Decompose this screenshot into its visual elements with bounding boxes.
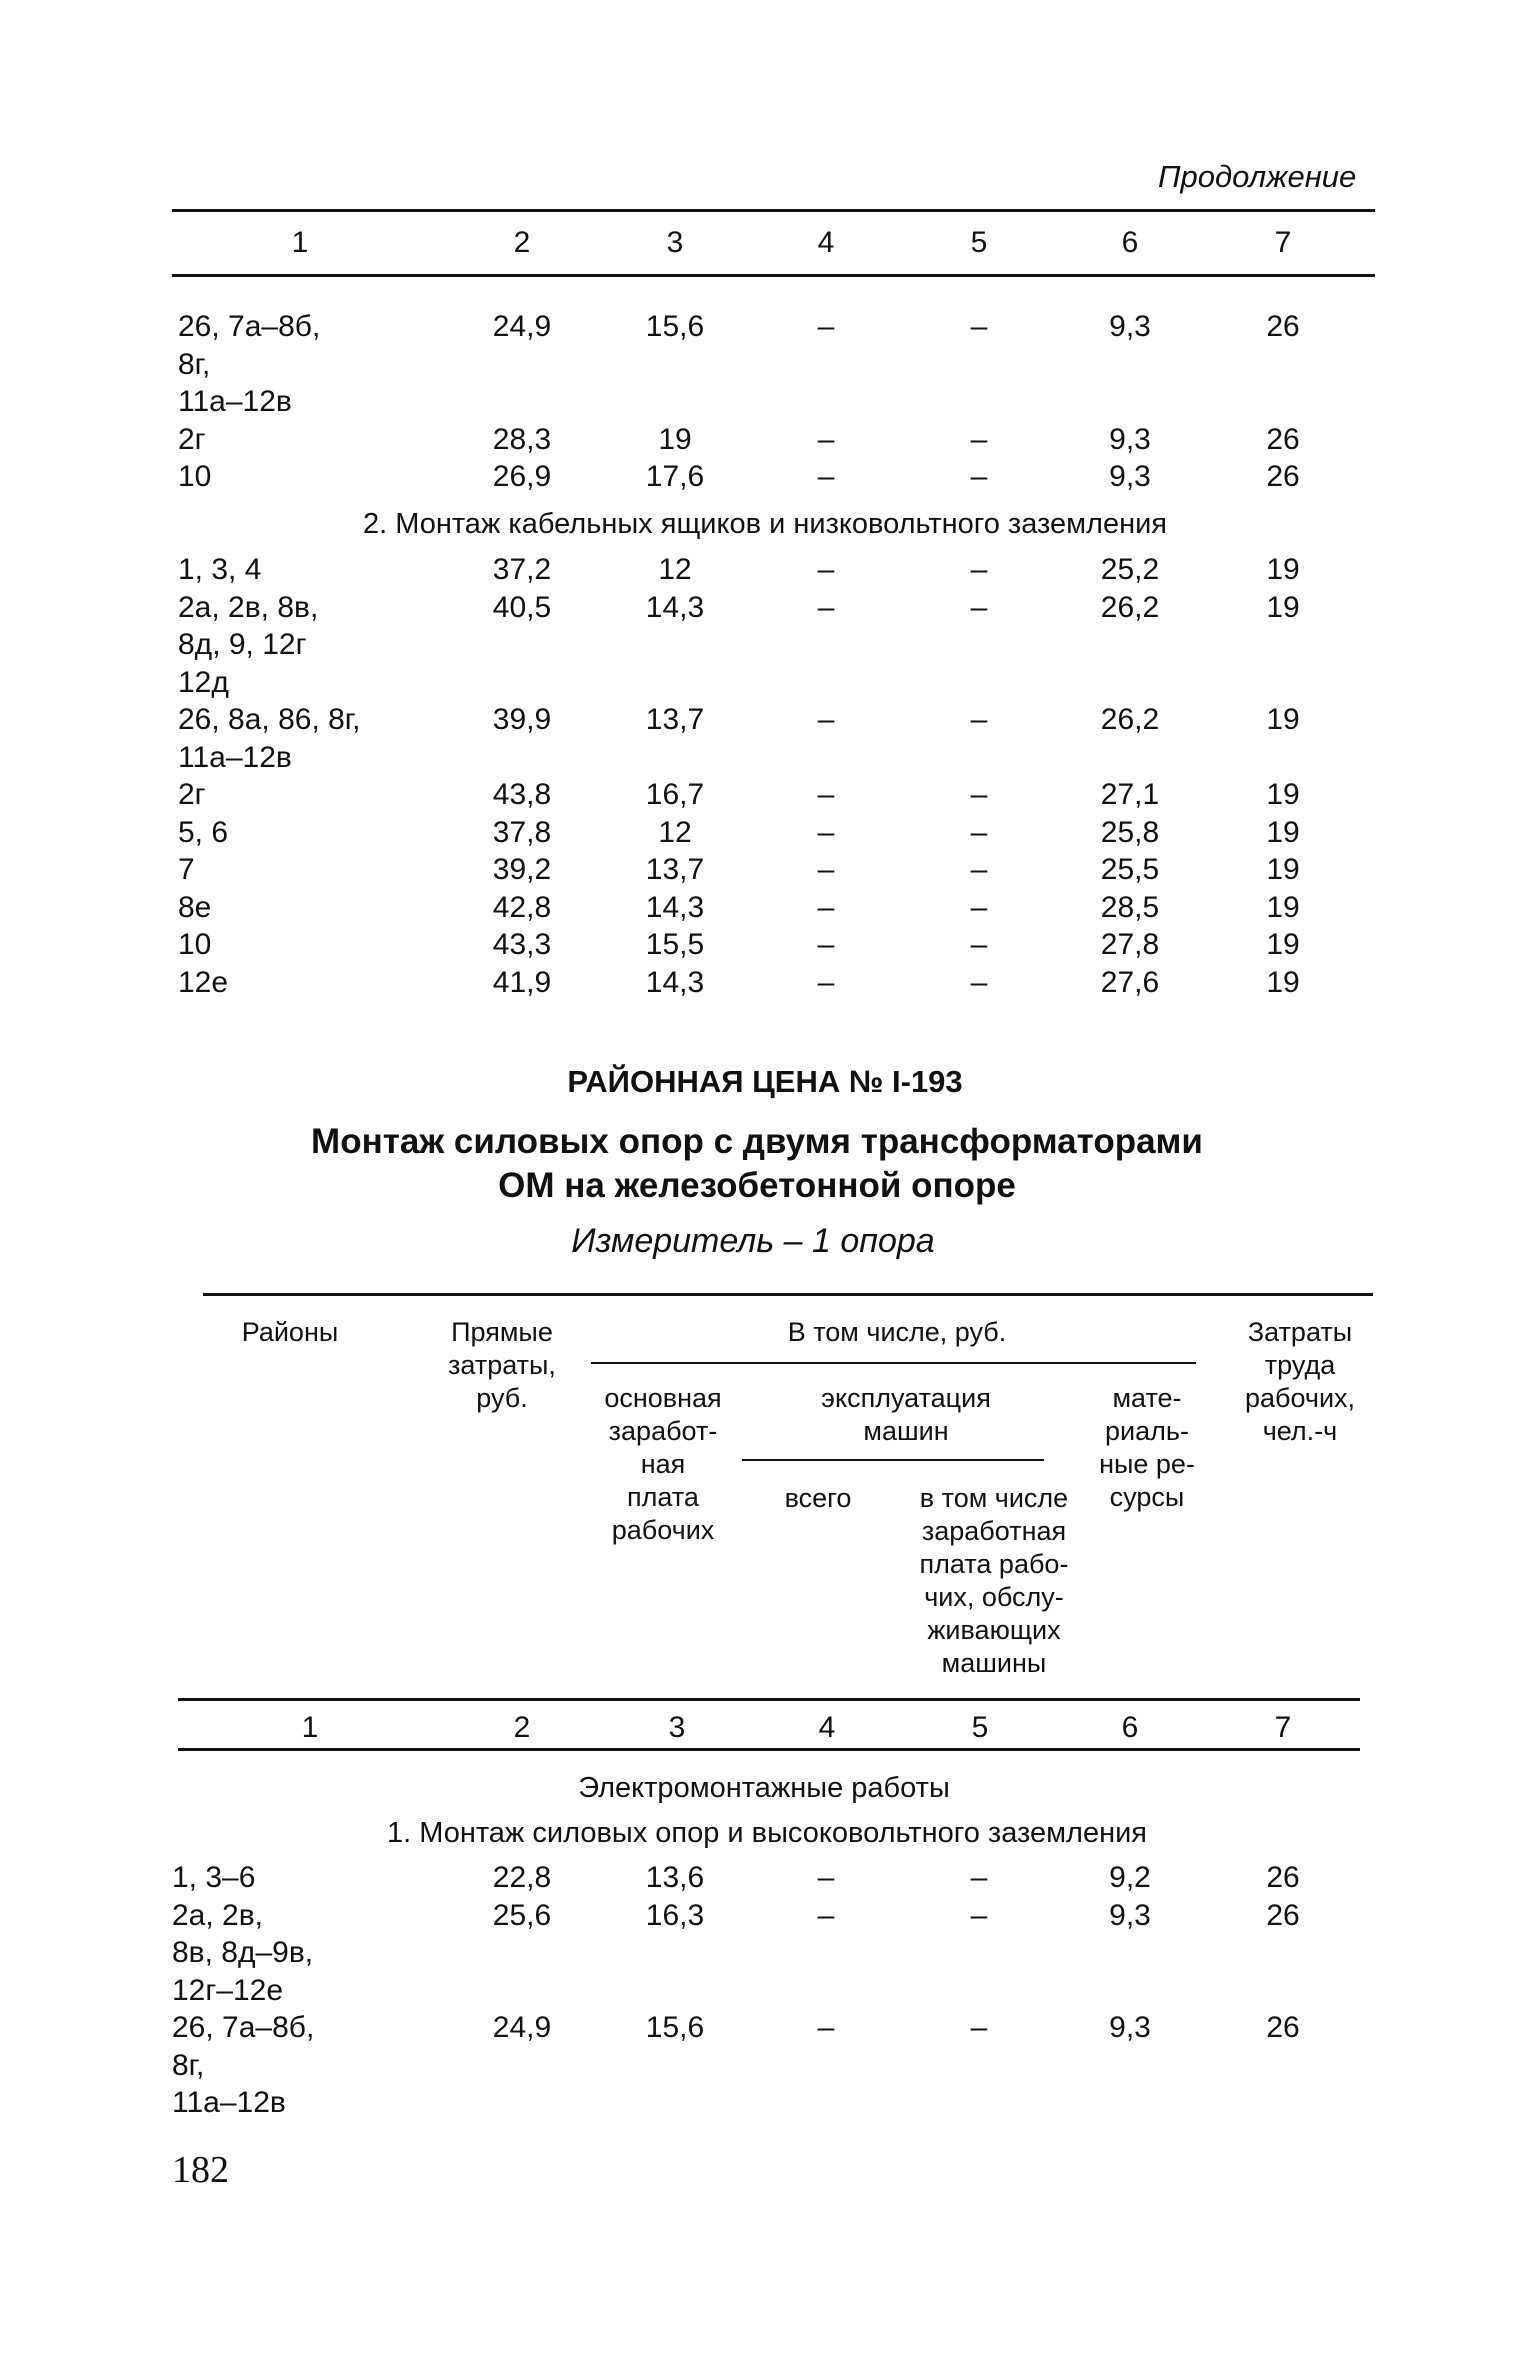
value-cell-c6: 9,3 — [1109, 1898, 1151, 1932]
value-cell-c3: 14,3 — [645, 590, 705, 624]
value-cell-c4: – — [817, 1898, 835, 1932]
district-cell: 11а–12в — [172, 2086, 286, 2119]
header-incl-wage: в том числе заработная плата рабо- чих, обслу- живающих машины — [919, 1483, 1069, 1678]
value-cell-c4: – — [817, 815, 835, 849]
district-cell: 8г, — [172, 2048, 205, 2082]
value-cell-c7: 19 — [1266, 778, 1300, 811]
value-cell-c3: 15,5 — [645, 928, 705, 961]
value-cell-c2: 37,8 — [492, 815, 552, 849]
value-cell-c5: – — [970, 590, 988, 624]
value-cell-c2: 43,3 — [492, 928, 552, 961]
value-cell-c4: – — [817, 928, 835, 961]
district-cell: 2г — [178, 778, 206, 811]
value-cell-c7: 19 — [1266, 965, 1300, 999]
value-cell-c3: 14,3 — [645, 965, 705, 999]
value-cell-c7: 19 — [1266, 815, 1300, 849]
district-cell: 26, 8а, 86, 8г, — [178, 703, 361, 736]
value-cell-c7: 19 — [1266, 703, 1300, 736]
value-cell-c6: 25,5 — [1100, 853, 1160, 886]
district-cell: 1, 3, 4 — [178, 553, 262, 586]
value-cell-c3: 16,3 — [645, 1898, 705, 1932]
header-base-wage: основная заработ- ная плата рабочих — [604, 1383, 722, 1545]
price-title-line1: Монтаж силовых опор с двумя трансформаторами — [311, 1122, 1203, 1161]
value-cell-c2: 26,9 — [492, 460, 552, 493]
value-cell-c3: 12 — [658, 553, 692, 586]
value-cell-c7: 19 — [1266, 853, 1300, 886]
value-cell-c3: 12 — [658, 815, 692, 849]
district-cell: 2а, 2в, 8в, — [178, 590, 319, 624]
value-cell-c2: 41,9 — [492, 965, 552, 999]
district-cell: 8в, 8д–9в, — [172, 1936, 314, 1969]
value-cell-c6: 26,2 — [1100, 703, 1160, 736]
value-cell-c5: – — [970, 422, 988, 456]
value-cell-c7: 19 — [1266, 928, 1300, 961]
header-total: всего — [784, 1483, 852, 1513]
value-cell-c2: 39,2 — [492, 853, 552, 886]
header-including-rub: В том числе, руб. — [787, 1317, 1007, 1347]
district-cell: 26, 7а–8б, — [172, 2011, 315, 2044]
district-cell: 2а, 2в, — [172, 1898, 263, 1932]
value-cell-c4: – — [817, 965, 835, 999]
bottom-table-rule-header — [178, 1698, 1360, 1701]
district-cell: 8е — [178, 890, 212, 924]
value-cell-c4: – — [817, 1861, 835, 1894]
value-cell-c4: – — [817, 460, 835, 493]
value-cell-c5: – — [970, 553, 988, 586]
header-direct-costs: Прямые затраты, руб. — [448, 1317, 556, 1413]
value-cell-c3: 19 — [658, 422, 692, 456]
value-cell-c5: – — [970, 890, 988, 924]
value-cell-c6: 28,5 — [1100, 890, 1160, 924]
header-rule-machines — [742, 1459, 1044, 1461]
value-cell-c2: 43,8 — [492, 778, 552, 811]
value-cell-c5: – — [970, 778, 988, 811]
continuation-label: Продолжение — [1158, 159, 1357, 194]
value-cell-c6: 9,3 — [1109, 310, 1151, 343]
value-cell-c6: 9,3 — [1109, 2011, 1151, 2044]
value-cell-c7: 26 — [1266, 460, 1300, 493]
value-cell-c6: 9,3 — [1109, 460, 1151, 493]
value-cell-c5: – — [970, 2011, 988, 2044]
value-cell-c2: 42,8 — [492, 890, 552, 924]
value-cell-c2: 24,9 — [492, 2011, 552, 2044]
header-labor: Затраты труда рабочих, чел.-ч — [1244, 1317, 1356, 1446]
value-cell-c2: 39,9 — [492, 703, 552, 736]
top-col-number-2: 2 — [513, 226, 531, 259]
value-cell-c7: 26 — [1266, 1861, 1300, 1894]
value-cell-c7: 26 — [1266, 310, 1300, 343]
value-cell-c3: 15,6 — [645, 310, 705, 343]
value-cell-c3: 13,7 — [645, 703, 705, 736]
value-cell-c4: – — [817, 590, 835, 624]
value-cell-c5: – — [970, 853, 988, 886]
price-title-line2: ОМ на железобетонной опоре — [498, 1166, 1016, 1205]
district-cell: 12г–12е — [172, 1973, 284, 2007]
value-cell-c3: 15,6 — [645, 2011, 705, 2044]
district-cell: 1, 3–6 — [172, 1861, 256, 1894]
bottom-col-number-1: 1 — [301, 1711, 319, 1744]
header-rule-incl — [591, 1362, 1196, 1364]
value-cell-c5: – — [970, 1898, 988, 1932]
value-cell-c6: 27,6 — [1100, 965, 1160, 999]
value-cell-c6: 26,2 — [1100, 590, 1160, 624]
value-cell-c7: 19 — [1266, 890, 1300, 924]
value-cell-c5: – — [970, 1861, 988, 1894]
top-table-rule-header — [172, 274, 1375, 277]
value-cell-c3: 17,6 — [645, 460, 705, 493]
value-cell-c5: – — [970, 965, 988, 999]
price-unit: Измеритель – 1 опора — [571, 1222, 935, 1260]
value-cell-c4: – — [817, 553, 835, 586]
value-cell-c4: – — [817, 422, 835, 456]
value-cell-c4: – — [817, 2011, 835, 2044]
value-cell-c5: – — [970, 815, 988, 849]
value-cell-c2: 37,2 — [492, 553, 552, 586]
value-cell-c6: 25,8 — [1100, 815, 1160, 849]
value-cell-c3: 14,3 — [645, 890, 705, 924]
value-cell-c2: 28,3 — [492, 422, 552, 456]
value-cell-c4: – — [817, 310, 835, 343]
district-cell: 10 — [178, 928, 212, 961]
bottom-table-rule-top — [203, 1293, 1373, 1296]
district-cell: 11а–12в — [178, 385, 292, 418]
value-cell-c4: – — [817, 703, 835, 736]
value-cell-c2: 25,6 — [492, 1898, 552, 1932]
value-cell-c4: – — [817, 778, 835, 811]
value-cell-c7: 26 — [1266, 422, 1300, 456]
value-cell-c6: 27,1 — [1100, 778, 1160, 811]
value-cell-c3: 16,7 — [645, 778, 705, 811]
value-cell-c5: – — [970, 460, 988, 493]
section-1-title: 1. Монтаж силовых опор и высоковольтного заземления — [386, 1817, 1148, 1849]
district-cell: 10 — [178, 460, 212, 493]
value-cell-c6: 9,3 — [1109, 422, 1151, 456]
district-cell: 12е — [178, 965, 229, 999]
district-cell: 26, 7а–8б, — [178, 310, 321, 343]
district-cell: 7 — [178, 853, 195, 886]
value-cell-c3: 13,7 — [645, 853, 705, 886]
value-cell-c5: – — [970, 703, 988, 736]
value-cell-c7: 26 — [1266, 1898, 1300, 1932]
page-number: 182 — [172, 2149, 229, 2191]
district-cell: 12д — [178, 665, 229, 699]
value-cell-c6: 27,8 — [1100, 928, 1160, 961]
value-cell-c7: 26 — [1266, 2011, 1300, 2044]
header-districts: Районы — [241, 1317, 339, 1347]
district-cell: 8г, — [178, 347, 211, 381]
value-cell-c4: – — [817, 890, 835, 924]
group-title: Электромонтажные работы — [578, 1772, 950, 1804]
top-table-rule-top — [172, 209, 1375, 212]
value-cell-c6: 9,2 — [1109, 1861, 1151, 1894]
value-cell-c5: – — [970, 928, 988, 961]
top-col-number-3: 3 — [666, 226, 684, 259]
value-cell-c2: 24,9 — [492, 310, 552, 343]
price-number: РАЙОННАЯ ЦЕНА № І-193 — [567, 1064, 963, 1099]
value-cell-c7: 19 — [1266, 553, 1300, 586]
district-cell: 11а–12в — [178, 740, 292, 774]
top-col-number-1: 1 — [291, 226, 309, 259]
bottom-col-number-4: 4 — [818, 1711, 836, 1744]
bottom-col-number-2: 2 — [513, 1711, 531, 1744]
bottom-col-number-6: 6 — [1121, 1711, 1139, 1744]
district-cell: 8д, 9, 12г — [178, 628, 307, 661]
value-cell-c2: 22,8 — [492, 1861, 552, 1894]
value-cell-c6: 25,2 — [1100, 553, 1160, 586]
bottom-table-rule-numbers — [178, 1748, 1360, 1751]
value-cell-c7: 19 — [1266, 590, 1300, 624]
top-col-number-7: 7 — [1274, 226, 1292, 259]
bottom-col-number-7: 7 — [1274, 1711, 1292, 1744]
bottom-col-number-5: 5 — [971, 1711, 989, 1744]
district-cell: 2г — [178, 422, 206, 456]
value-cell-c5: – — [970, 310, 988, 343]
top-col-number-5: 5 — [970, 226, 988, 259]
header-materials: мате- риаль- ные ре- сурсы — [1099, 1383, 1195, 1512]
value-cell-c2: 40,5 — [492, 590, 552, 624]
header-machine-ops: эксплуатация машин — [821, 1383, 991, 1446]
section-2-title: 2. Монтаж кабельных ящиков и низковольтного заземления — [362, 508, 1168, 540]
top-col-number-4: 4 — [817, 226, 835, 259]
district-cell: 5, 6 — [178, 815, 229, 849]
bottom-col-number-3: 3 — [668, 1711, 686, 1744]
top-col-number-6: 6 — [1121, 226, 1139, 259]
value-cell-c3: 13,6 — [645, 1861, 705, 1894]
value-cell-c4: – — [817, 853, 835, 886]
